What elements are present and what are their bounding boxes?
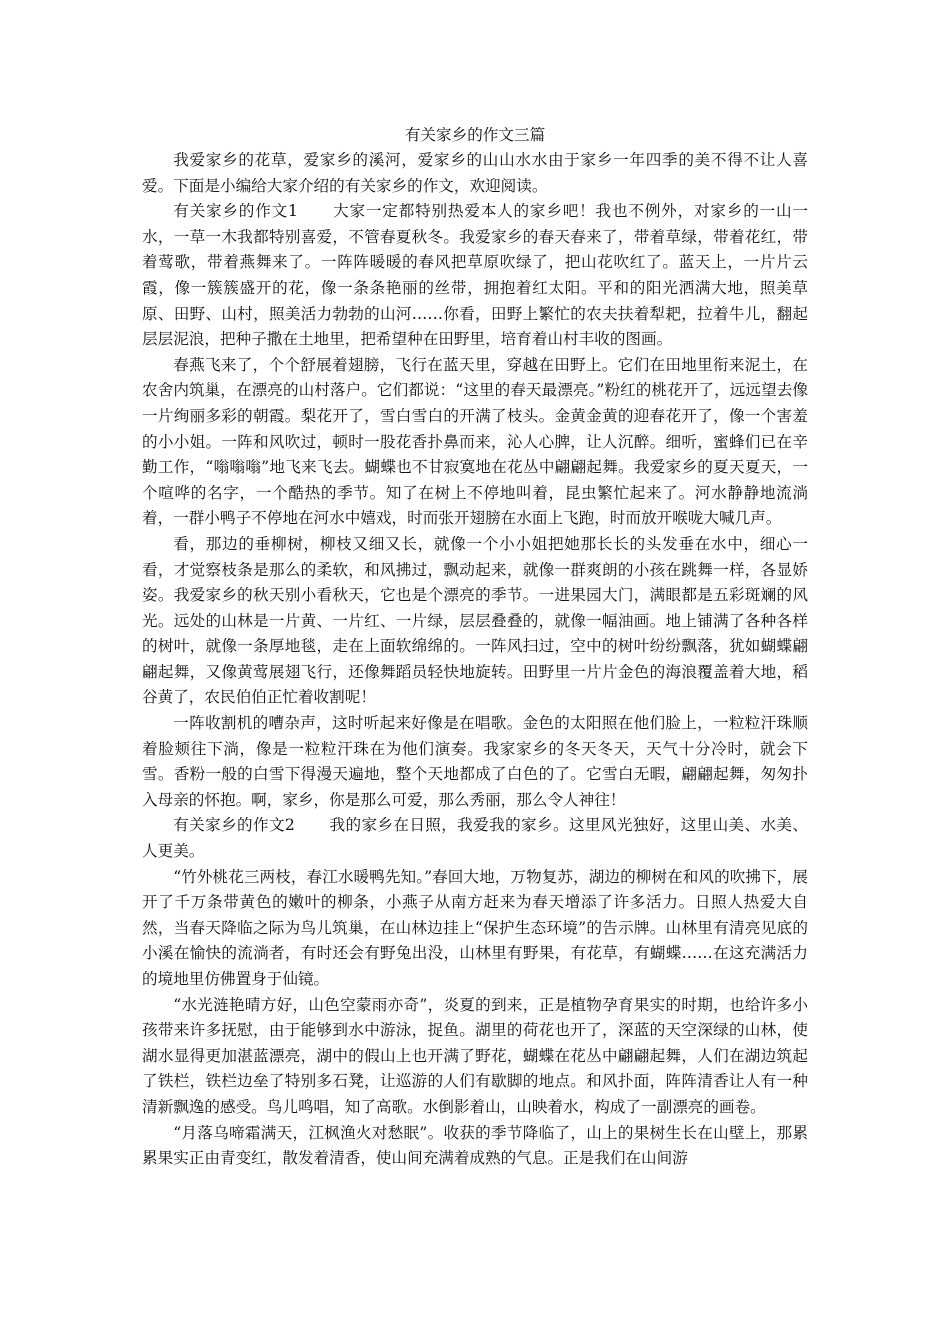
document-title: 有关家乡的作文三篇 <box>404 126 546 144</box>
essay2-paragraph-3: “水光涟艳晴方好，山色空蒙雨亦奇”，炎夏的到来，正是植物孕育果实的时期，也给许多小孩带来许多抚慰，由于能够到水中游泳，捉鱼。湖里的荷花也开了，深蓝的天空深绿的山林，使湖水显得更加湛蓝漂亮，湖中的假山上也开满了野花，蝴蝶在花丛中翩翩起舞，人们在湖边筑起了铁栏，铁栏边垒了特别多石凳，让巡游的人们有歇脚的地点。和风扑面，阵阵清香让人有一种清新飘逸的感受。鸟儿鸣唱，知了高歌。水倒影着山，山映着水，构成了一副漂亮的画卷。 <box>142 995 808 1116</box>
essay2-paragraph-1-text: 我的家乡在日照，我爱我的家乡。这里风光独好，这里山美、水美、人更美。 <box>142 816 808 861</box>
essay1-paragraph-3: 看，那边的垂柳树，柳枝又细又长，就像一个小小姐把她那长长的头发垂在水中，细心一看，才觉察枝条是那么的柔软，和风拂过，飘动起来，就像一群爽朗的小孩在跳舞一样，各显娇姿。我爱家乡的秋天别小看秋天，它也是个漂亮的季节。一进果园大门，满眼都是五彩斑斓的风光。远处的山林是一片黄、一片红、一片绿，层层叠叠的，就像一幅油画。地上铺满了各种各样的树叶，就像一条厚地毯，走在上面软绵绵的。一阵风扫过，空中的树叶纷纷飘落，犹如蝴蝶翩翩起舞，又像黄莺展翅飞行，还像舞蹈员轻快地旋转。田野里一片片金色的海浪覆盖着大地，稻谷黄了，农民伯伯正忙着收割呢！ <box>142 534 808 707</box>
essay1-paragraph-4: 一阵收割机的嘈杂声，这时听起来好像是在唱歌。金色的太阳照在他们脸上，一粒粒汗珠顺着脸颊往下淌，像是一粒粒汗珠在为他们演奏。我家家乡的冬天冬天，天气十分冷时，就会下雪。香粉一般的白雪下得漫天遍地，整个天地都成了白色的了。它雪白无暇，翩翩起舞，匆匆扑入母亲的怀抱。啊，家乡，你是那么可爱，那么秀丽，那么令人神往！ <box>142 714 808 809</box>
intro-paragraph: 我爱家乡的花草，爱家乡的溪河，爱家乡的山山水水由于家乡一年四季的美不得不让人喜爱。下面是小编给大家介绍的有关家乡的作文，欢迎阅读。 <box>142 151 808 195</box>
essay1-label: 有关家乡的作文1 <box>173 202 298 221</box>
essay1-paragraph-1 <box>142 199 808 353</box>
essay1-paragraph-2: 春燕飞来了，个个舒展着翅膀，飞行在蓝天里，穿越在田野上。它们在田地里衔来泥土，在农舍内筑巢，在漂亮的山村落户。它们都说：“这里的春天最漂亮。”粉红的桃花开了，远远望去像一片绚丽多彩的朝霞。梨花开了，雪白雪白的开满了枝头。金黄金黄的迎春花开了，像一个害羞的小小姐。一阵和风吹过，顿时一股花香扑鼻而来，沁人心脾，让人沉醉。细听，蜜蜂们已在辛勤工作，“嗡嗡嗡”地飞来飞去。蝴蝶也不甘寂寞地在花丛中翩翩起舞。我爱家乡的夏天夏天，一个喧哗的名字，一个酷热的季节。知了在树上不停地叫着，昆虫繁忙起来了。河水静静地流淌着，一群小鸭子不停地在河水中嬉戏，时而张开翅膀在水面上飞跑，时而放开喉咙大喊几声。 <box>142 355 808 528</box>
essay2-paragraph-2: “竹外桃花三两枝，春江水暖鸭先知。”春回大地，万物复苏，湖边的柳树在和风的吹拂下，展开了千万条带黄色的嫩叶的柳条，小燕子从南方赶来为春天增添了许多活力。日照人热爱大自然，当春天降临之际为鸟儿筑巢，在山林边挂上“保护生态环境”的告示牌。山林里有清亮见底的小溪在愉快的流淌者，有时还会有野兔出没，山林里有野果，有花草，有蝴蝶……在这充满活力的境地里仿佛置身于仙镜。 <box>142 867 808 988</box>
essay2-paragraph-1 <box>142 813 808 864</box>
essay2-label: 有关家乡的作文2 <box>173 816 295 835</box>
essay2-paragraph-4: “月落乌啼霜满天，江枫渔火对愁眠”。收获的季节降临了，山上的果树生长在山壁上，那累累果实正由青变红，散发着清香，使山间充满着成熟的气息。正是我们在山间游 <box>142 1123 808 1168</box>
document-body <box>142 122 808 1172</box>
essay1-paragraph-1-text: 大家一定都特别热爱本人的家乡吧！我也不例外，对家乡的一山一水，一草一木我都特别喜爱，不管春夏秋冬。我爱家乡的春天春来了，带着草绿，带着花红，带着莺歌，带着燕舞来了。一阵阵暖暖的春风把草原吹绿了，把山花吹红了。蓝天上，一片片云霞，像一簇簇盛开的花，像一条条艳丽的丝带，拥抱着红太阳。平和的阳光洒满大地，照美草原、田野、山村，照美活力勃勃的山河……你看，田野上繁忙的农夫扶着犁耙，拉着牛儿，翻起层层泥浪，把种子撒在土地里，把希望种在田野里，培育着山村丰收的图画。 <box>142 202 808 349</box>
